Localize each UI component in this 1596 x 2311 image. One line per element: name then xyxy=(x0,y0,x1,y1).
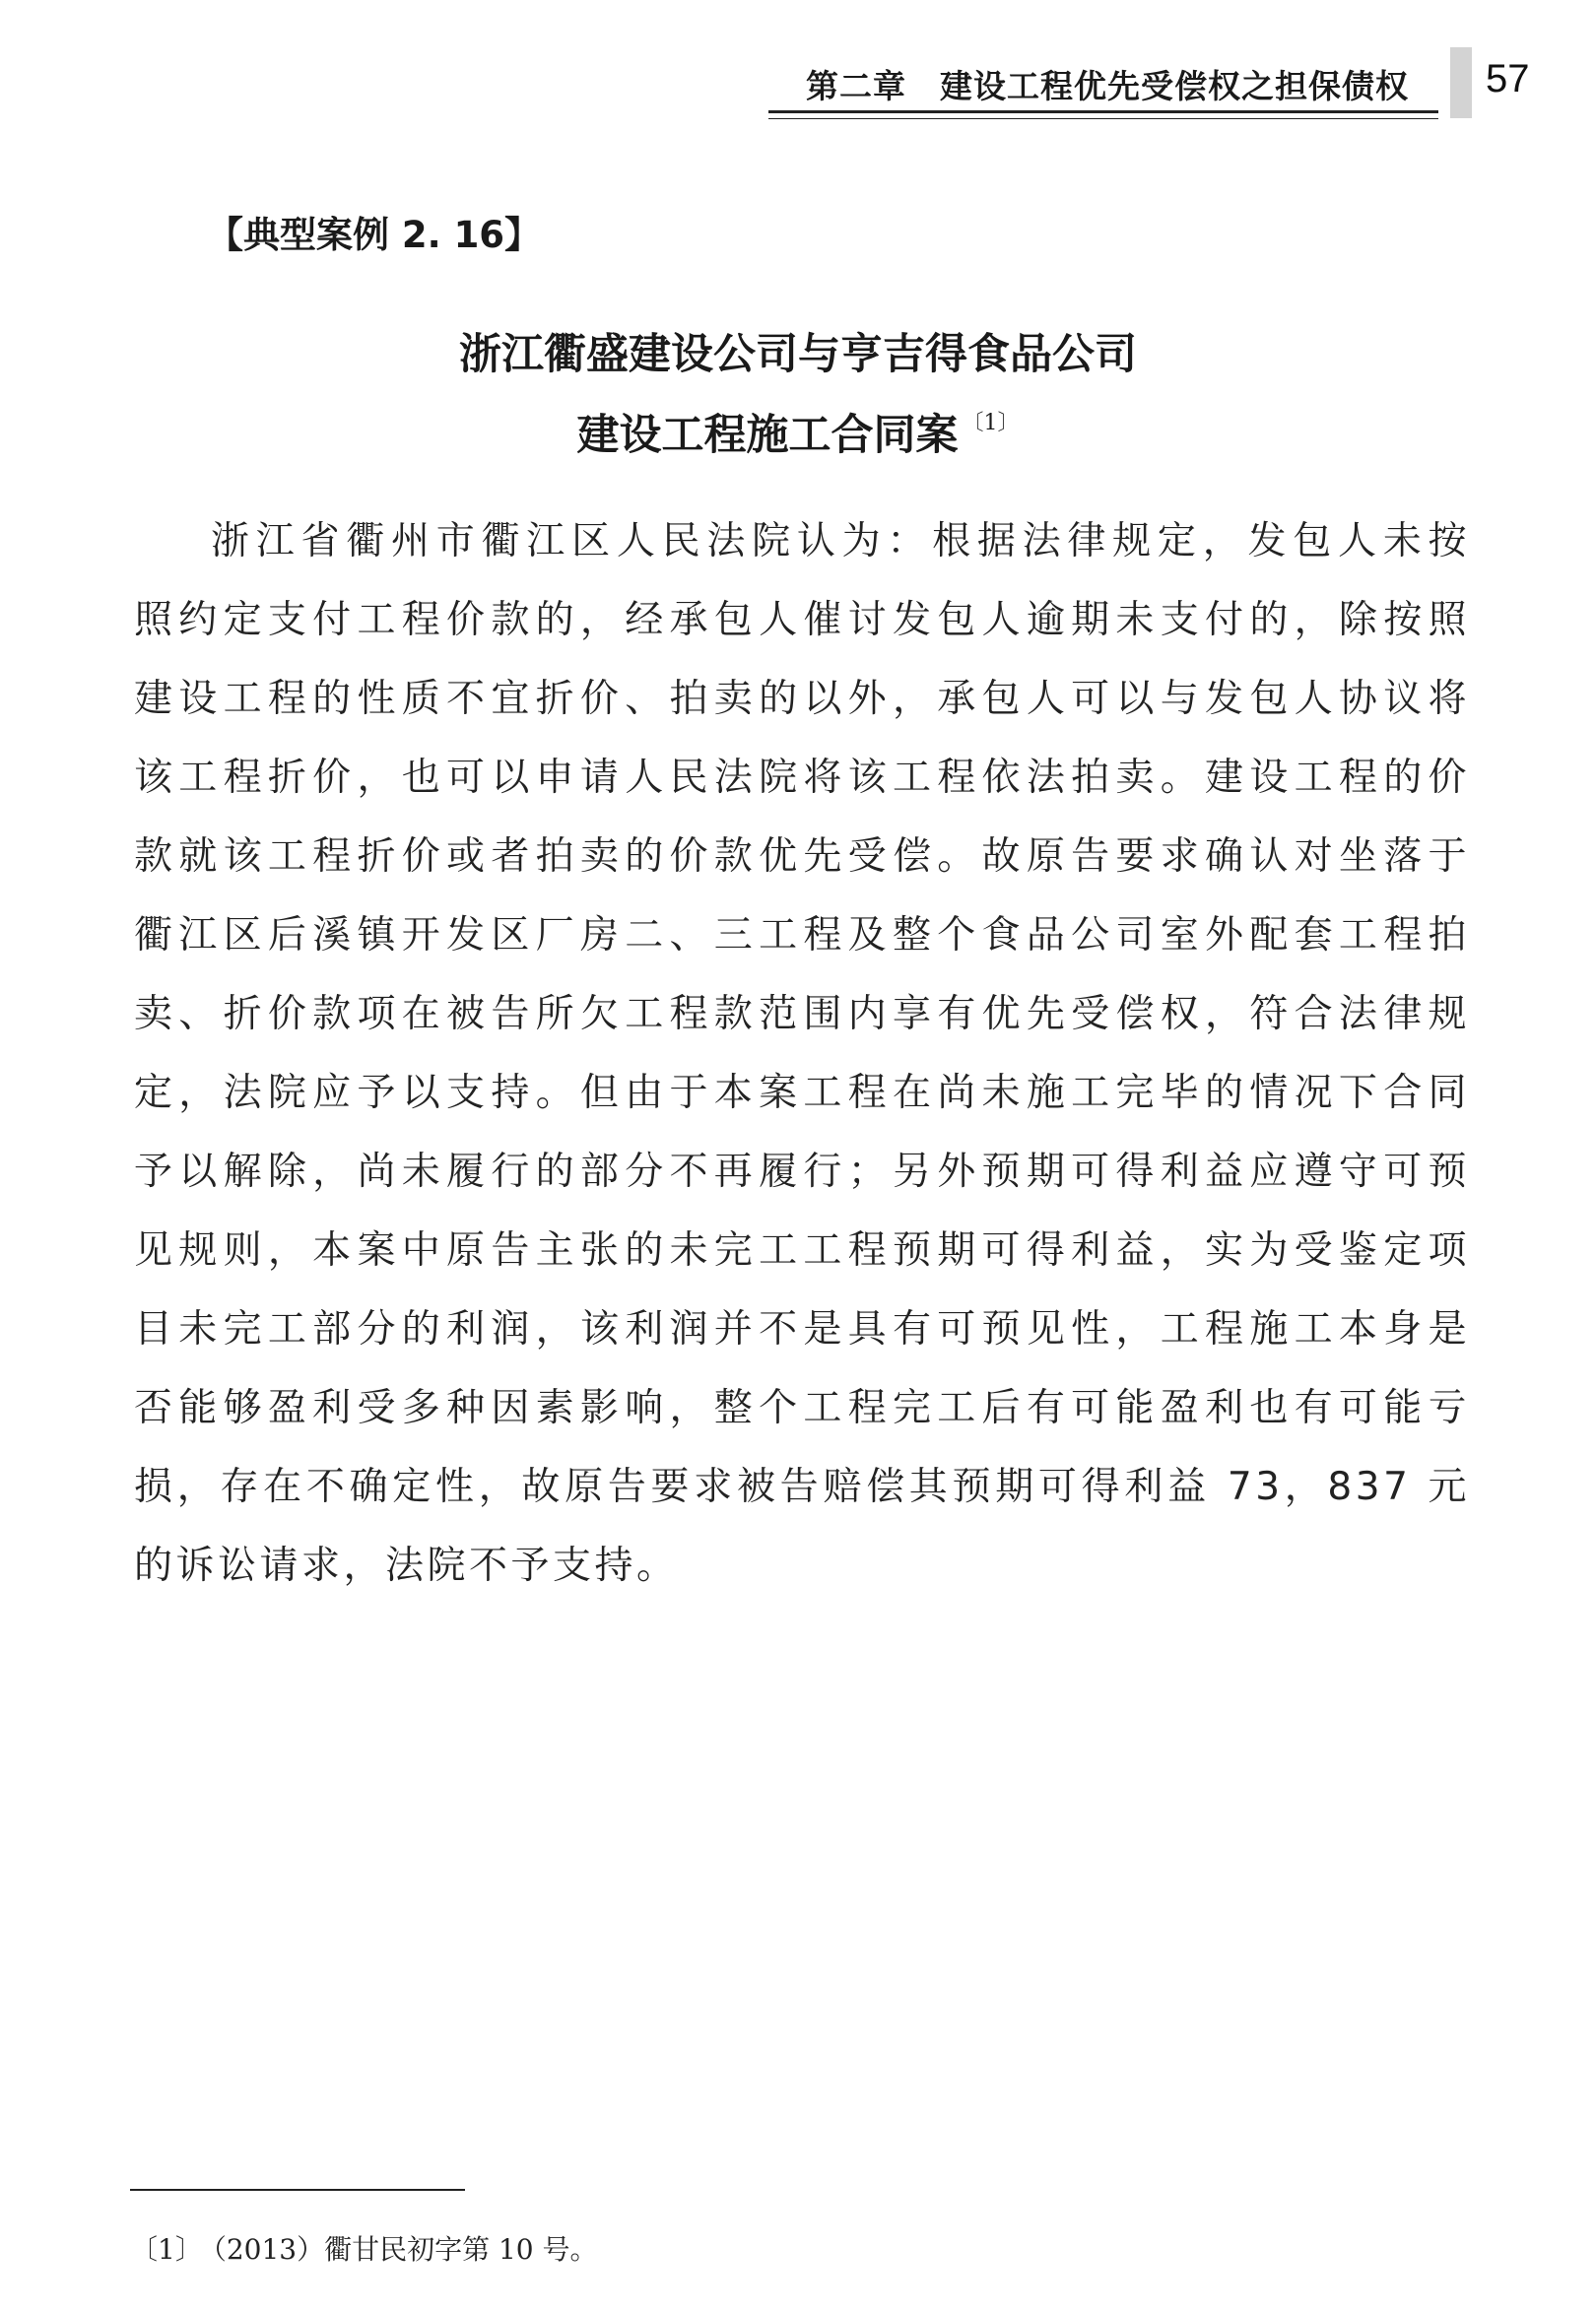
footnote xyxy=(130,2228,598,2268)
body-line: 卖、折价款项在被告所欠工程款范围内享有优先受偿权，符合法律规 xyxy=(134,992,1470,1036)
body-line: 见规则，本案中原告主张的未完工工程预期可得利益，实为受鉴定项 xyxy=(134,1228,1470,1273)
body-line: 建设工程的性质不宜折价、拍卖的以外，承包人可以与发包人协议将 xyxy=(134,677,1470,721)
chapter-title: 第二章 建设工程优先受偿权之担保债权 xyxy=(806,67,1409,105)
footnote-rule xyxy=(130,2189,465,2191)
body-line: 否能够盈利受多种因素影响，整个工程完工后有可能盈利也有可能亏 xyxy=(134,1386,1470,1430)
body-line: 损，存在不确定性，故原告要求被告赔偿其预期可得利益 73，837 元 xyxy=(134,1465,1470,1509)
body-line: 浙江省衢州市衢江区人民法院认为：根据法律规定，发包人未按 xyxy=(211,519,1470,563)
body-line: 的诉讼请求，法院不予支持。 xyxy=(134,1544,679,1588)
body-line: 定，法院应予以支持。但由于本案工程在尚未施工完毕的情况下合同 xyxy=(134,1071,1470,1115)
case-title-line2 xyxy=(0,402,1596,462)
running-header xyxy=(768,57,1438,116)
footnote-text: （2013）衢甘民初字第 10 号。 xyxy=(212,2233,598,2266)
header-rule-thin xyxy=(768,118,1438,119)
footnote-reference[interactable]: 〔1〕 xyxy=(962,411,1020,435)
page-tab xyxy=(1450,47,1472,118)
footnote-mark: 〔1〕 xyxy=(130,2233,203,2266)
body-line: 目未完工部分的利润，该利润并不是具有可预见性，工程施工本身是 xyxy=(134,1307,1470,1352)
body-line: 予以解除，尚未履行的部分不再履行；另外预期可得利益应遵守可预 xyxy=(134,1150,1470,1194)
case-label: 【典型案例 2. 16】 xyxy=(207,214,542,256)
header-rule xyxy=(768,110,1438,113)
body-line: 该工程折价，也可以申请人民法院将该工程依法拍卖。建设工程的价 xyxy=(134,756,1470,800)
case-title-line2-text: 建设工程施工合同案 xyxy=(576,411,959,460)
case-title-line1: 浙江衢盛建设公司与亨吉得食品公司 xyxy=(459,330,1137,379)
body-paragraph xyxy=(134,512,1470,1616)
page-number: 57 xyxy=(1486,57,1530,100)
body-line: 衢江区后溪镇开发区厂房二、三工程及整个食品公司室外配套工程拍 xyxy=(134,913,1470,957)
body-line: 款就该工程折价或者拍卖的价款优先受偿。故原告要求确认对坐落于 xyxy=(134,834,1470,879)
body-line: 照约定支付工程价款的，经承包人催讨发包人逾期未支付的，除按照 xyxy=(134,598,1470,642)
